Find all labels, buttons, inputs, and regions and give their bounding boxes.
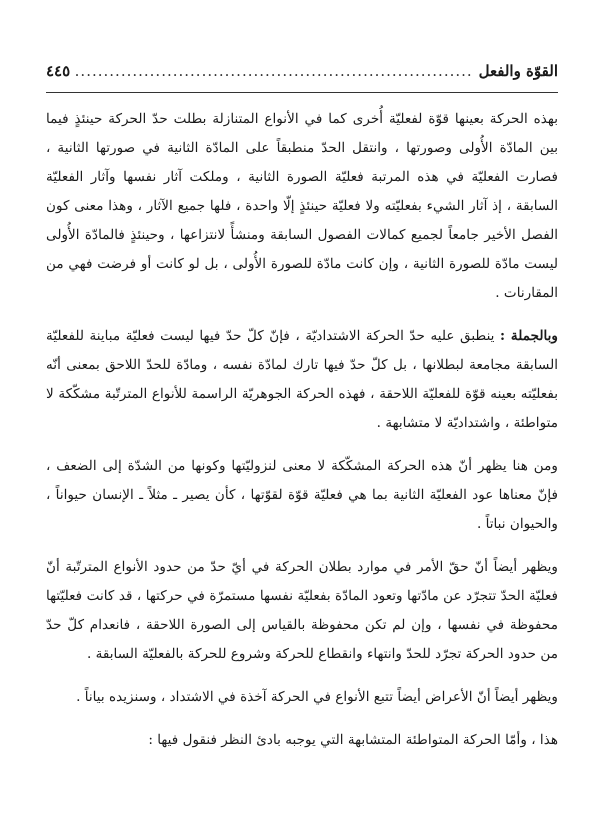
paragraph-lead: وبالجملة : xyxy=(499,328,558,344)
paragraph-4 xyxy=(46,553,558,669)
page-header xyxy=(46,62,558,93)
paragraph-2 xyxy=(46,322,558,438)
paragraph-text: ويظهر أيضاً أنّ الأعراض أيضاً تتبع الأنواع في الحركة آخذة في الاشتداد ، وسنزيده بياناً . xyxy=(76,689,558,705)
paragraph-text: ومن هنا يظهر أنّ هذه الحركة المشكّكة لا معنى لنزوليّتها وكونها من الشدّة إلى الضعف ، فإنّ معناها عود الفعليّة الثانية بما هي فعليّة قوّة لقوّتها ، كأن يصير ـ مثلاً ـ الإنسان حيواناً ، والحيوان نباتاً . xyxy=(46,458,558,532)
paragraph-6 xyxy=(46,726,558,755)
body-text xyxy=(46,105,558,755)
paragraph-text: بهذه الحركة بعينها قوّة لفعليّة أُخرى كما في الأنواع المتنازلة بطلت حدّ الحركة حينئذٍ فيما بين المادّة الأُولى وصورتها ، وانتقل الحدّ منطبقاً على المادّة الثانية في صورتها الثانية ، فصارت الفعليّة في هذه المرتبة فعليّة الصورة الثانية ، وملكت آثار نفسها وآثار الفعليّة السابقة ، إذ آثار الشيء بفعليّته ولا فعليّة حينئذٍ إلّا واحدة ، فلها جميع الآثار ، وهذا معنى كون الفصل الأخير جامعاً لجميع كمالات الفصول السابقة ومنشأً لانتزاعها ، وحينئذٍ فالمادّة الأُولى ليست مادّة للصورة الثانية ، وإن كانت مادّة للصورة الأُولى ، بل لو كانت أو فرضت فهي من المقارنات . xyxy=(46,111,558,301)
paragraph-3 xyxy=(46,452,558,539)
paragraph-text: ويظهر أيضاً أنّ حقّ الأمر في موارد بطلان الحركة في أيّ حدّ من حدود الأنواع المترتّبة أنّ فعليّة الحدّ تتجرّد عن مادّتها وتعود المادّة بفعليّة نفسها مستمرّة في حركتها ، قد كانت فعليّتها محفوظة في نفسها ، وإن لم تكن محفوظة بالقياس إلى الصورة اللاحقة ، فانعدام كلّ حدّ من حدود الحركة تجرّد للحدّ وانتهاء وانقطاع للحركة وشروع للحركة بالفعليّة السابقة . xyxy=(46,559,558,662)
leader-dots xyxy=(76,62,473,80)
running-title: القوّة والفعل xyxy=(478,62,558,80)
paragraph-text: هذا ، وأمّا الحركة المتواطئة المتشابهة التي يوجبه بادئ النظر فنقول فيها : xyxy=(148,732,558,748)
paragraph-text: ينطبق عليه حدّ الحركة الاشتداديّة ، فإنّ كلّ حدّ فيها ليست فعليّة مباينة للفعليّة السابقة مجامعة لبطلانها ، بل كلّ حدّ فيها تارك لمادّة نفسه ، ومادّة للحدّ اللاحق بمعنى أنّه بفعليّته بعينه قوّة للفعليّة اللاحقة ، فهذه الحركة الجوهريّة الراسمة للأنواع المترتّبة مشكّكة لا متواطئة ، واشتداديّة لا متشابهة . xyxy=(46,328,558,431)
paragraph-5 xyxy=(46,683,558,712)
book-page xyxy=(46,62,558,769)
paragraph-1 xyxy=(46,105,558,308)
page-number: ٤٤٥ xyxy=(46,62,71,80)
